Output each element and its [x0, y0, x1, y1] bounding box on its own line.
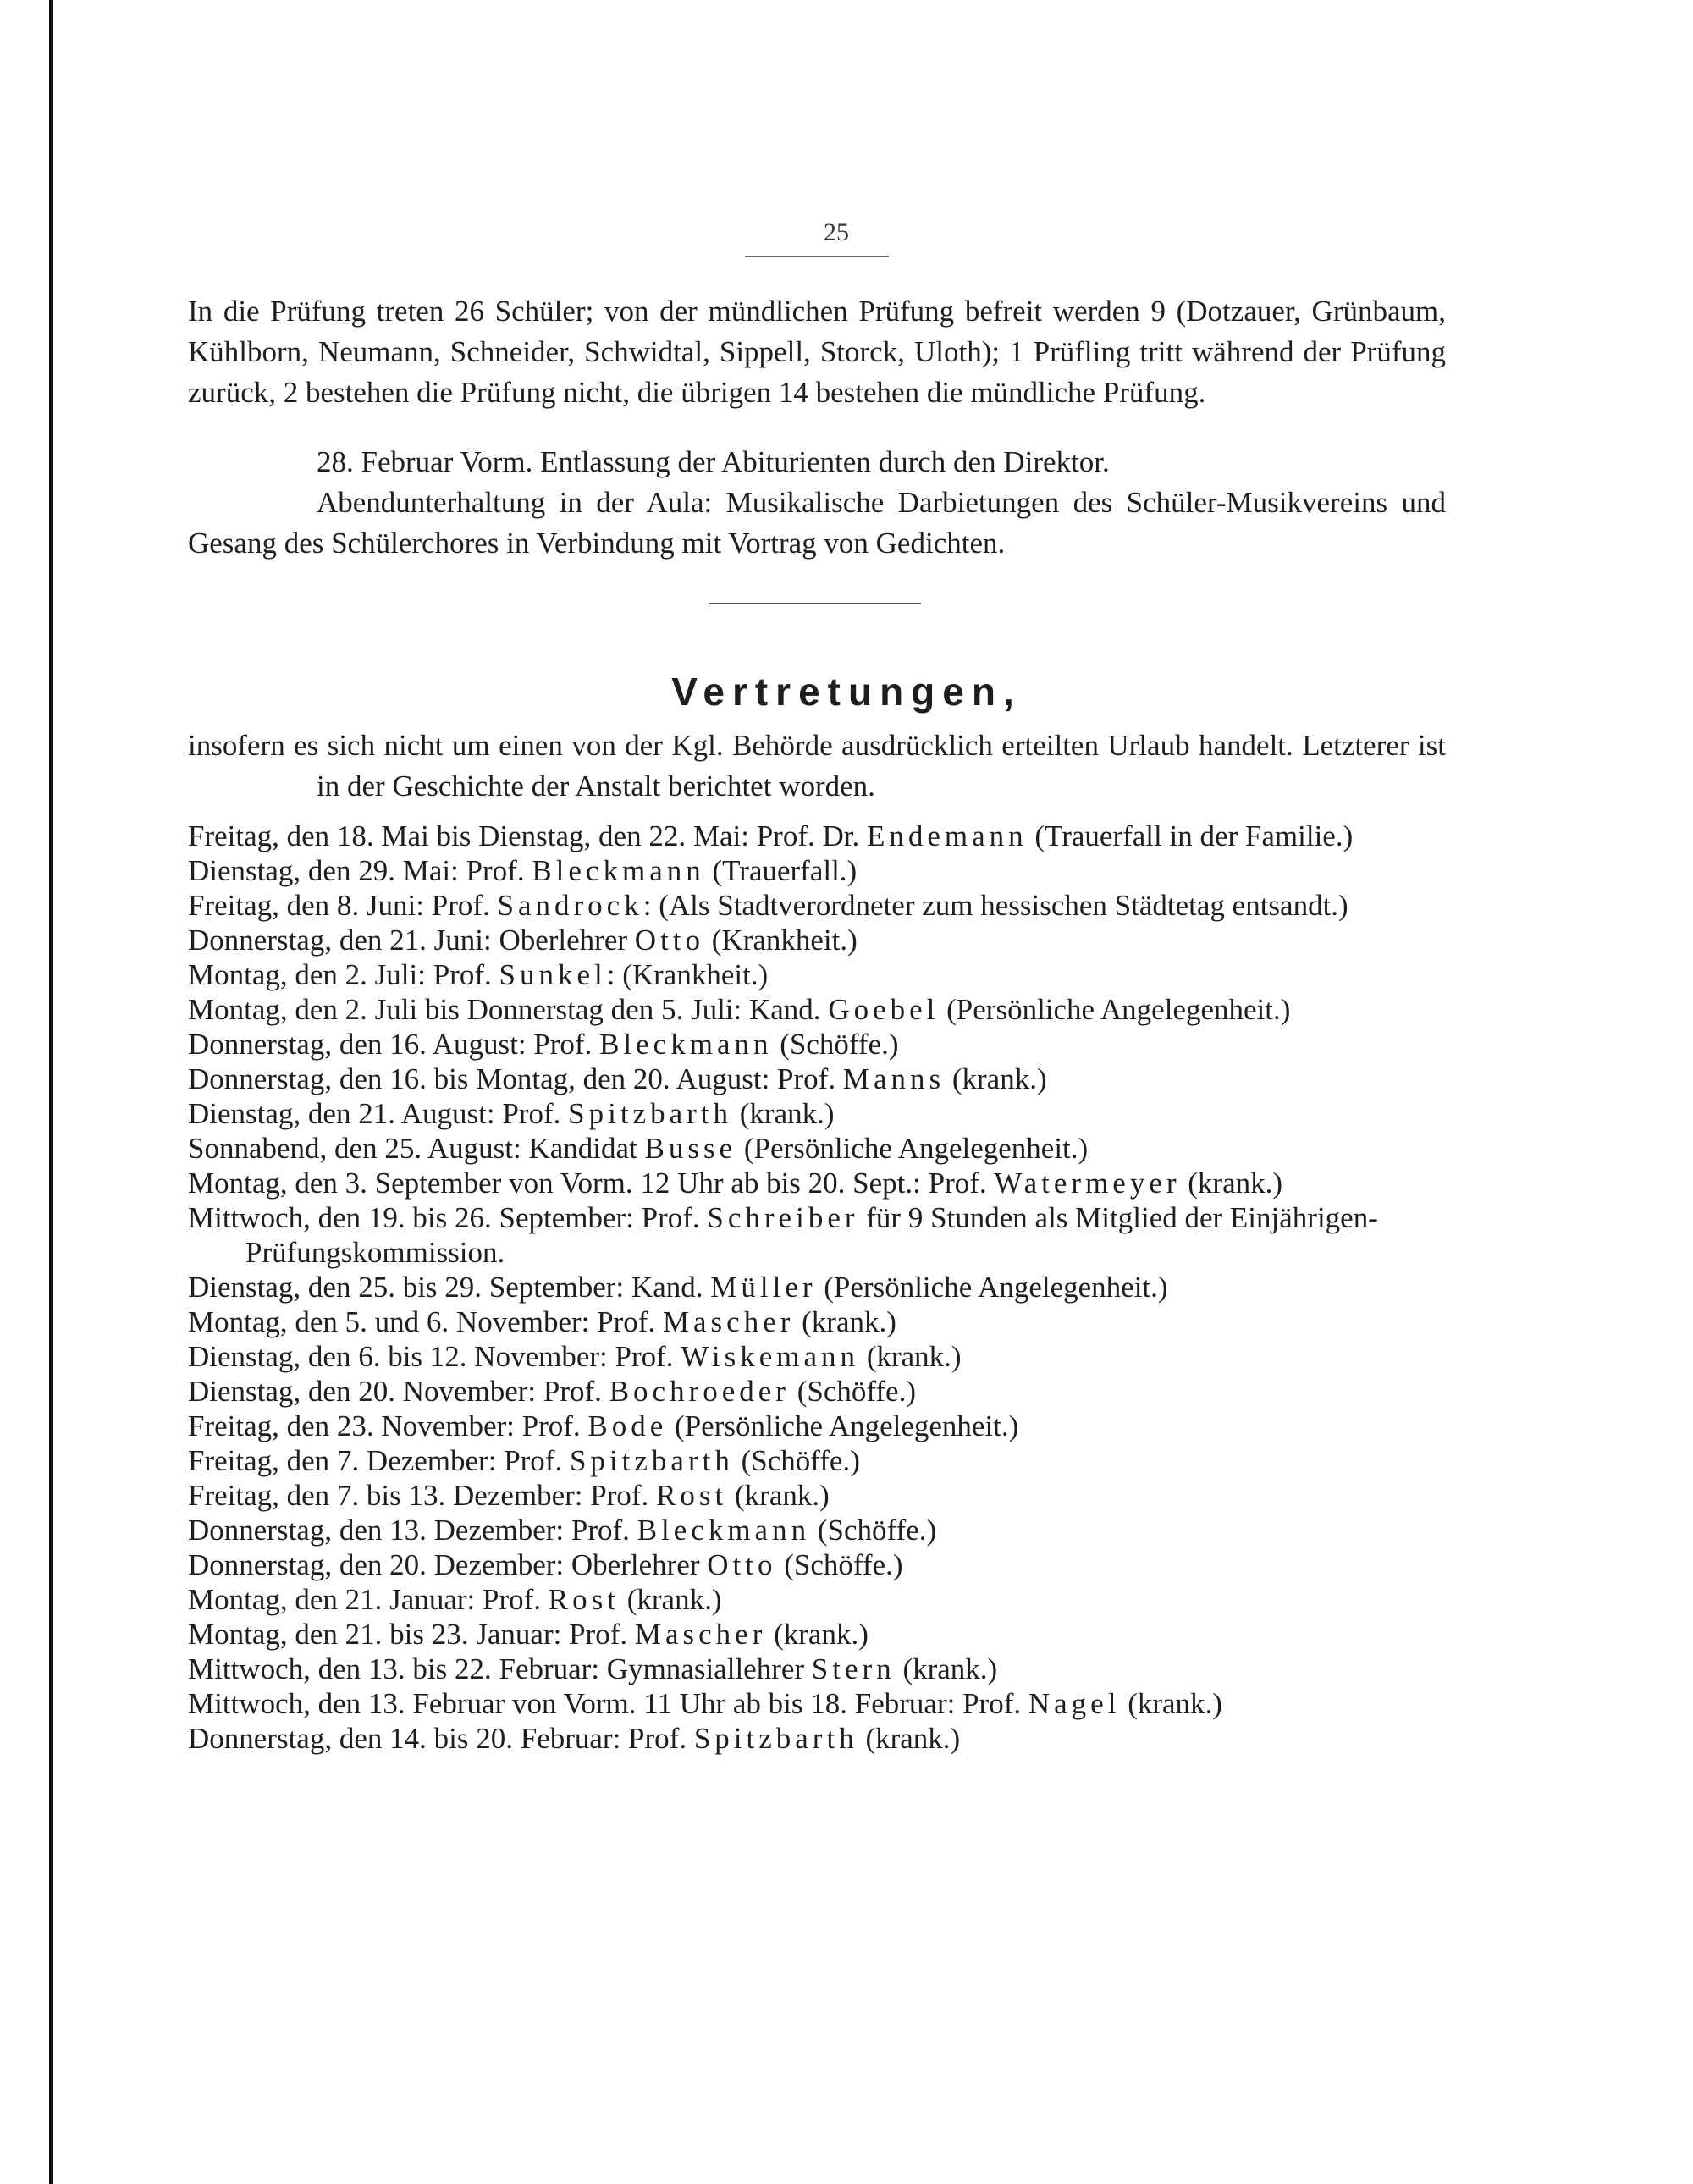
section-subheading-text: insofern es sich nicht um einen von der Kgl. Behörde ausdrücklich erteilten Urlaub handelt. Letzterer ist in der Geschichte der Anstalt berichtet worden.	[188, 729, 1446, 802]
list-item: Donnerstag, den 21. Juni: Oberlehrer Otto (Krankheit.)	[188, 924, 858, 957]
teacher-name: Wiskemann	[681, 1340, 860, 1373]
teacher-name: Otto	[707, 1548, 777, 1581]
section-subheading	[188, 725, 1446, 807]
list-item: Donnerstag, den 16. August: Prof. Bleckmann (Schöffe.)	[188, 1028, 899, 1061]
list-item: Freitag, den 18. Mai bis Dienstag, den 22. Mai: Prof. Dr. Endemann (Trauerfall in der Familie.)	[188, 819, 1354, 852]
list-item: Mittwoch, den 13. bis 22. Februar: Gymnasiallehrer Stern (krank.)	[188, 1652, 998, 1685]
list-item: Montag, den 5. und 6. November: Prof. Mascher (krank.)	[188, 1305, 896, 1338]
teacher-name: Nagel	[1028, 1687, 1121, 1720]
list-item: Donnerstag, den 14. bis 20. Februar: Prof. Spitzbarth (krank.)	[188, 1722, 961, 1755]
intro-paragraph-evening: Abendunterhaltung in der Aula: Musikalische Darbietungen des Schüler-Musikvereins und Gesang des Schülerchores in Verbindung mit Vortrag von Gedichten.	[188, 486, 1446, 560]
list-item: Dienstag, den 25. bis 29. September: Kand. Müller (Persönliche Angelegenheit.)	[188, 1271, 1168, 1304]
page-number-rule	[745, 256, 889, 257]
list-item: Freitag, den 7. Dezember: Prof. Spitzbarth (Schöffe.)	[188, 1444, 860, 1477]
teacher-name: Otto	[634, 924, 705, 957]
list-item: Montag, den 21. Januar: Prof. Rost (krank.)	[188, 1583, 722, 1616]
list-item: Montag, den 2. Juli: Prof. Sunkel: (Krankheit.)	[188, 958, 769, 991]
teacher-name: Rost	[548, 1583, 620, 1616]
teacher-name: Bleckmann	[599, 1028, 773, 1061]
teacher-name: Endemann	[866, 819, 1028, 852]
section-divider	[709, 603, 921, 604]
scan-edge	[49, 0, 53, 2184]
list-item: Dienstag, den 29. Mai: Prof. Bleckmann (Trauerfall.)	[188, 854, 858, 887]
list-item: Donnerstag, den 13. Dezember: Prof. Bleckmann (Schöffe.)	[188, 1514, 937, 1547]
list-item: Donnerstag, den 16. bis Montag, den 20. August: Prof. Manns (krank.)	[188, 1062, 1047, 1095]
teacher-name: Bleckmann	[637, 1514, 811, 1547]
teacher-name: Watermeyer	[994, 1166, 1181, 1200]
list-item: Mittwoch, den 19. bis 26. September: Prof. Schreiber für 9 Stunden als Mitglied der Einjährigen-Prüfungskommission.	[188, 1201, 1378, 1269]
intro-paragraph-dismissal: 28. Februar Vorm. Entlassung der Abiturienten durch den Direktor.	[317, 445, 1110, 478]
section-heading: Vertretungen,	[671, 670, 1022, 714]
list-item: Montag, den 3. September von Vorm. 12 Uhr ab bis 20. Sept.: Prof. Watermeyer (krank.)	[188, 1166, 1283, 1200]
substitution-list	[188, 819, 1458, 1756]
teacher-name: Rost	[656, 1479, 728, 1512]
page-number: 25	[824, 218, 849, 246]
list-item: Montag, den 2. Juli bis Donnerstag den 5. Juli: Kand. Goebel (Persönliche Angelegenheit.)	[188, 993, 1291, 1026]
teacher-name: Goebel	[828, 993, 940, 1026]
teacher-name: Bode	[587, 1409, 668, 1442]
intro-paragraph-exam: In die Prüfung treten 26 Schüler; von der mündlichen Prüfung befreit werden 9 (Dotzauer, Grünbaum, Kühlborn, Neumann, Schneider, Schwidtal, Sippell, Storck, Uloth); 1 Prüfling tritt während der Prüfung zurück, 2 bestehen die Prüfung nicht, die übrigen 14 bestehen die mündliche Prüfung.	[188, 295, 1446, 409]
teacher-name: Spitzbarth	[693, 1722, 858, 1755]
list-item: Montag, den 21. bis 23. Januar: Prof. Mascher (krank.)	[188, 1618, 869, 1651]
list-item: Dienstag, den 21. August: Prof. Spitzbarth (krank.)	[188, 1097, 835, 1130]
list-item: Dienstag, den 6. bis 12. November: Prof. Wiskemann (krank.)	[188, 1340, 962, 1373]
list-item: Donnerstag, den 20. Dezember: Oberlehrer Otto (Schöffe.)	[188, 1548, 903, 1581]
teacher-name: Bleckmann	[532, 854, 705, 887]
teacher-name: Müller	[710, 1271, 817, 1304]
list-item: Dienstag, den 20. November: Prof. Bochroeder (Schöffe.)	[188, 1375, 916, 1408]
teacher-name: Spitzbarth	[568, 1097, 733, 1130]
list-item: Freitag, den 8. Juni: Prof. Sandrock: (Als Stadtverordneter zum hessischen Städtetag entsandt.)	[188, 889, 1348, 922]
teacher-name: Sunkel	[499, 958, 607, 991]
teacher-name: Manns	[842, 1062, 946, 1095]
teacher-name: Schreiber	[707, 1201, 859, 1234]
teacher-name: Bochroeder	[609, 1375, 790, 1408]
list-item: Freitag, den 7. bis 13. Dezember: Prof. Rost (krank.)	[188, 1479, 830, 1512]
teacher-name: Mascher	[634, 1618, 767, 1651]
teacher-name: Mascher	[662, 1305, 795, 1338]
teacher-name: Stern	[811, 1652, 896, 1685]
list-item: Freitag, den 23. November: Prof. Bode (Persönliche Angelegenheit.)	[188, 1409, 1019, 1442]
list-item: Sonnabend, den 25. August: Kandidat Busse (Persönliche Angelegenheit.)	[188, 1132, 1089, 1165]
teacher-name: Busse	[644, 1132, 737, 1165]
list-item: Mittwoch, den 13. Februar von Vorm. 11 Uhr ab bis 18. Februar: Prof. Nagel (krank.)	[188, 1687, 1222, 1720]
teacher-name: Spitzbarth	[569, 1444, 734, 1477]
teacher-name: Sandrock	[497, 889, 643, 922]
